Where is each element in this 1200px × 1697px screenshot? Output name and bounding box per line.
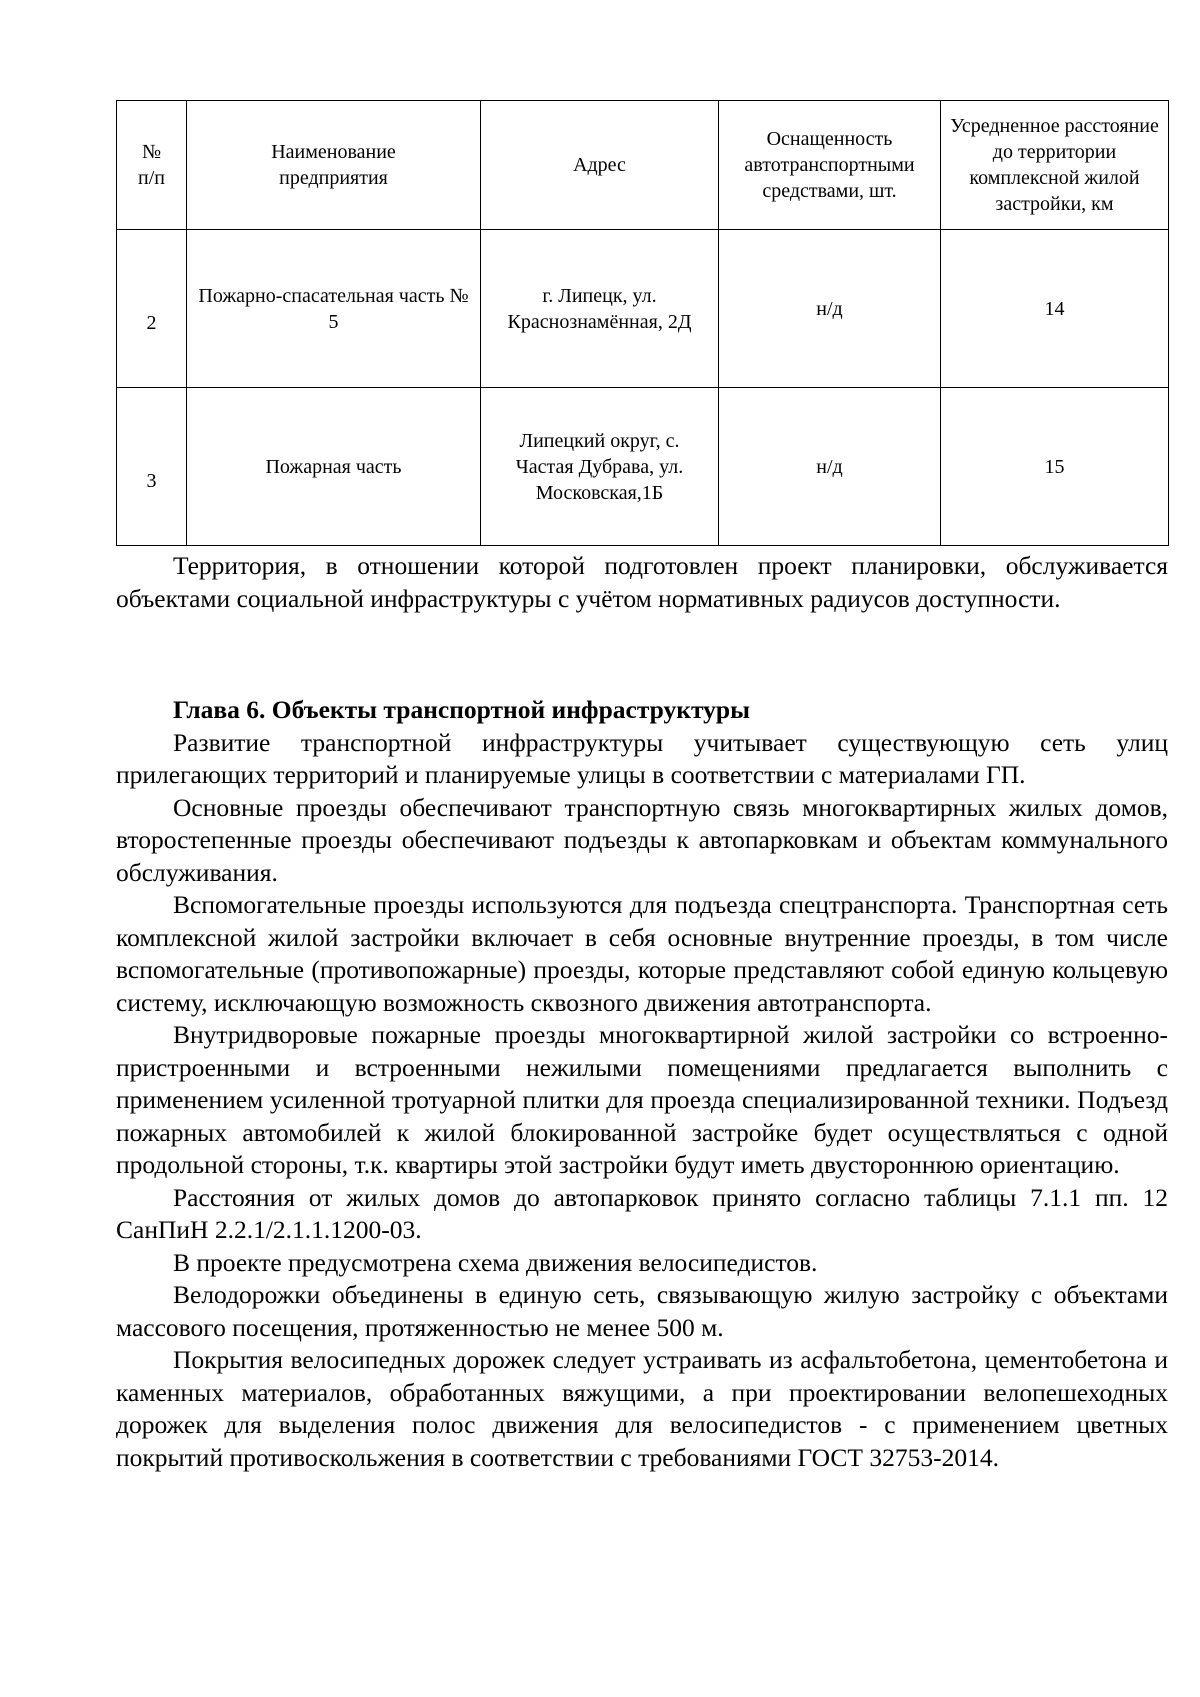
fire-stations-table xyxy=(116,100,1169,546)
header-number-text: № п/п xyxy=(138,141,165,189)
intro-section xyxy=(116,550,1168,615)
row-address xyxy=(481,230,719,388)
header-distance xyxy=(941,101,1169,230)
header-number xyxy=(117,101,187,230)
header-address xyxy=(481,101,719,230)
paragraph: Вспомогательные проезды используются для подъезда спецтранспорта. Транспортная сеть комплексной жилой застройки включает в себя основные внутренние проезды, в том числе вспомогательные (противопожарные) проезды, которые представляют собой единую кольцевую систему, исключающую возможность сквозного движения автотранспорта. xyxy=(116,890,1168,1017)
row-equipment-text: н/д xyxy=(816,297,843,320)
header-name-text: Наименование предприятия xyxy=(271,141,396,189)
chapter-section xyxy=(116,694,1168,1474)
row-name xyxy=(187,230,481,388)
row-equipment xyxy=(719,230,941,388)
row-number xyxy=(117,230,187,388)
table-row xyxy=(117,388,1169,546)
header-distance-text: Усредненное расстояние до территории комплексной жилой застройки, км xyxy=(950,115,1159,215)
paragraph: Велодорожки объединены в единую сеть, связывающую жилую застройку с объектами массового посещения, протяженностью не менее 500 м. xyxy=(116,1280,1168,1342)
row-distance xyxy=(941,388,1169,546)
row-name-text: Пожарно-спасательная часть № 5 xyxy=(198,284,469,333)
header-equipment-text: Оснащенность автотранспортными средствами, шт. xyxy=(744,128,915,202)
paragraph: Расстояния от жилых домов до автопарковок принято согласно таблицы 7.1.1 пп. 12 СанПиН 2.2.1/2.1.1.1200-03. xyxy=(116,1182,1168,1244)
paragraph: Развитие транспортной инфраструктуры учитывает существующую сеть улиц прилегающих территорий и планируемые улицы в соответствии с материалами ГП. xyxy=(116,727,1168,789)
row-distance-text: 14 xyxy=(1044,297,1065,320)
row-address-text: г. Липецк, ул. Краснознамённая, 2Д xyxy=(507,284,692,333)
paragraph: Основные проезды обеспечивают транспортную связь многоквартирных жилых домов, второстепенные проезды обеспечивают подъезды к автопарковкам и объектам коммунального обслуживания. xyxy=(116,792,1168,887)
row-distance xyxy=(941,230,1169,388)
row-number-text: 2 xyxy=(146,311,157,334)
header-equipment xyxy=(719,101,941,230)
row-equipment xyxy=(719,388,941,546)
row-name-text: Пожарная часть xyxy=(265,455,402,478)
row-address-text: Липецкий округ, с. Частая Дубрава, ул. Московская,1Б xyxy=(515,429,684,504)
header-address-text: Адрес xyxy=(573,154,626,176)
header-name xyxy=(187,101,481,230)
row-equipment-text: н/д xyxy=(816,455,843,478)
table-header-row xyxy=(117,101,1169,230)
paragraph: В проекте предусмотрена схема движения велосипедистов. xyxy=(173,1247,818,1277)
table-row xyxy=(117,230,1169,388)
paragraph: Внутридворовые пожарные проезды многоквартирной жилой застройки со встроенно-пристроенными и встроенными нежилыми помещениями предлагается выполнить с применением усиленной тротуарной плитки для проезда специализированной техники. Подъезд пожарных автомобилей к жилой блокированной застройке будет осуществляться с одной продольной стороны, т.к. квартиры этой застройки будут иметь двустороннюю ориентацию. xyxy=(116,1020,1168,1179)
chapter-title: Глава 6. Объекты транспортной инфраструктуры xyxy=(173,695,750,724)
paragraph: Покрытия велосипедных дорожек следует устраивать из асфальтобетона, цементобетона и каменных материалов, обработанных вяжущими, а при проектировании велопешеходных дорожек для выделения полос движения для велосипедистов - с применением цветных покрытий противоскольжения в соответствии с требованиями ГОСТ 32753-2014. xyxy=(116,1345,1168,1472)
row-number-text: 3 xyxy=(146,469,157,492)
row-distance-text: 15 xyxy=(1044,455,1065,478)
intro-paragraph: Территория, в отношении которой подготовлен проект планировки, обслуживается объектами социальной инфраструктуры с учётом нормативных радиусов доступности. xyxy=(116,551,1168,613)
row-name xyxy=(187,388,481,546)
row-address xyxy=(481,388,719,546)
row-number xyxy=(117,388,187,546)
